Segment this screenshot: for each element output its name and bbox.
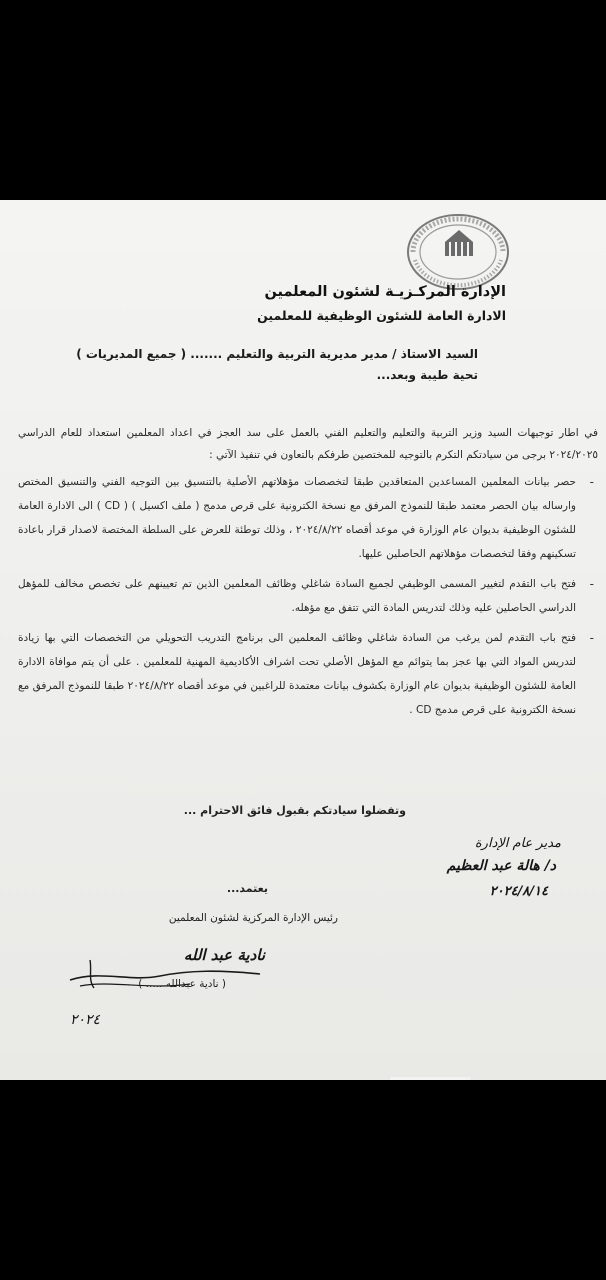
signatory-title: رئيس الإدارة المركزية لشئون المعلمين: [168, 912, 338, 924]
letter-greeting: تحية طيبة وبعد...: [376, 368, 478, 382]
bullet-icon: -: [589, 577, 594, 591]
approval-label: يعتمد...: [226, 882, 268, 895]
letter-items-list: [18, 470, 598, 728]
letter-closing: وتفضلوا سيادتكم بقبول فائق الاحترام ...: [183, 804, 406, 817]
list-item: [18, 572, 598, 620]
signatory-name: ( نادية عبدالله ..... ): [138, 978, 226, 990]
handwritten-code: ٢٠٢٤: [70, 1012, 101, 1028]
handwritten-signatory-name: نادية عبد الله: [183, 946, 265, 964]
list-item-text: فتح باب التقدم لتغيير المسمى الوظيفي لجميع السادة شاغلي وظائف المعلمين الذين تم تعيينهم على تخصص مخالف للمؤهل الدراسي الحاصلين عليه وذلك لتدريس المادة التي تتفق مع مؤهله.: [18, 578, 576, 614]
list-item: [18, 626, 598, 722]
handwritten-date: ٢٠٢٤/٨/١٤: [489, 884, 548, 899]
bullet-icon: -: [589, 475, 594, 489]
list-item-text: حصر بيانات المعلمين المساعدين المتعاقدين طبقا لتخصصات مؤهلاتهم الأصلية بالتنسيق بين التوجيه الفني والتنسيق المختص وارساله بيان الحصر معتمد طبقا للنموذج المرفق مع نسخة الكترونية على قرص مدمج ( ملف اكسيل ) ( CD ) الى الادارة العامة للشئون الوظيفية بديوان عام الوزارة في موعد أقصاه ٢٠٢٤/٨/٢٢ ، وذلك توطئة للعرض على السلطة المختصة لاصدار قرار باعادة تسكينهم وفقا لتخصصات مؤهلاتهم الحاصلين عليها.: [18, 476, 576, 560]
bullet-icon: -: [589, 631, 594, 645]
list-item: [18, 470, 598, 566]
list-item-text: فتح باب التقدم لمن يرغب من السادة شاغلي وظائف المعلمين الى برنامج التدريب التحويلي من التخصصات التي بها زيادة لتدريس المواد التي بها عجز بما يتوائم مع المؤهل الأصلي تحت اشراف الأكاديمية المهنية للمعلمين . على أن يتم موافاة الادارة العامة للشئون الوظيفية بديوان عام الوزارة بكشوف بيانات معتمدة للراغبين في موعد أقصاه ٢٠٢٤/٨/٢٢ طبقا للنموذج المرفق مع نسخة الكترونية على قرص مدمج CD .: [18, 632, 576, 716]
handwritten-name: د/ هالة عبد العظيم: [446, 858, 556, 874]
scanned-letter: [0, 200, 606, 1080]
letter-intro-paragraph: في اطار توجيهات السيد وزير التربية والتعليم والتعليم الفني بالعمل على سد العجز في اعداد المعلمين استعداد للعام الدراسي ٢٠٢٤/٢٠٢٥ برجى من سيادتكم التكرم بالتوجيه للمختصين طرفكم بالتعاون في تنفيذ الآتي :: [18, 427, 598, 461]
paper-edge-fragment: [390, 1077, 470, 1080]
org-name-secondary: الادارة العامة للشئون الوظيفية للمعلمين: [257, 308, 506, 323]
ministry-seal-logo: [405, 212, 511, 292]
handwritten-title: مدير عام الإدارة: [474, 836, 561, 851]
org-name-primary: الإدارة المركـزيـة لشئون المعلمين: [264, 284, 506, 300]
letter-addressee: السيد الاستاذ / مدير مديرية التربية والتعليم ....... ( جميع المديريات ): [76, 347, 478, 361]
